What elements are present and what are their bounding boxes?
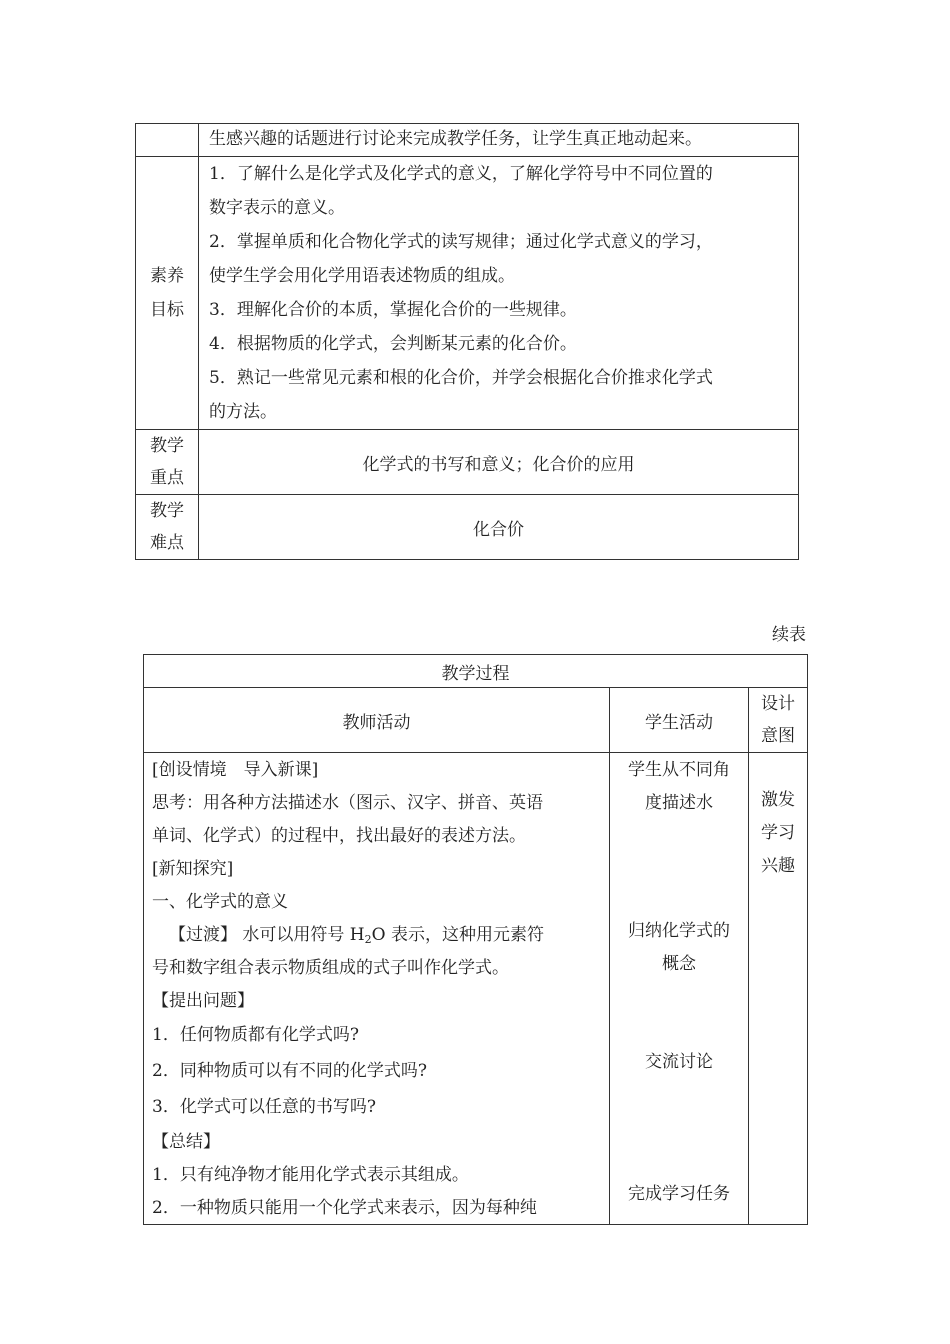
teacher-line: 【提出问题】 <box>152 991 254 1011</box>
student-line: 完成学习任务 <box>628 1184 730 1204</box>
teacher-line: 2．同种物质可以有不同的化学式吗? <box>152 1061 427 1081</box>
goals-label-line1: 素养 <box>150 266 184 286</box>
goals-cell <box>199 157 799 430</box>
student-line: 归纳化学式的 <box>628 921 730 941</box>
difficulty-cell <box>199 495 799 560</box>
student-group-4 <box>610 1177 748 1211</box>
teacher-header-cell <box>144 688 610 753</box>
difficulty-label-line2: 难点 <box>150 533 184 553</box>
student-line: 交流讨论 <box>645 1052 713 1072</box>
subscript-2: 2 <box>364 933 372 946</box>
student-header-cell <box>610 688 749 753</box>
difficulty-label-line1: 教学 <box>150 501 184 521</box>
student-line: 学生从不同角 <box>628 760 730 780</box>
intro-text: 生感兴趣的话题进行讨论来完成教学任务，让学生真正地动起来。 <box>209 129 702 149</box>
key-points-label-line2: 重点 <box>150 468 184 488</box>
key-points-label-cell <box>136 430 199 495</box>
key-points-label-line1: 教学 <box>150 436 184 456</box>
teacher-line: 1．任何物质都有化学式吗? <box>152 1025 359 1045</box>
goals-line: 5．熟记一些常见元素和根的化合价，并学会根据化合价推求化学式 <box>209 368 713 388</box>
teacher-line: 单词、化学式）的过程中，找出最好的表述方法。 <box>152 826 526 846</box>
lesson-info-table <box>135 123 799 560</box>
goals-line: 的方法。 <box>209 402 277 422</box>
key-points-cell <box>199 430 799 495</box>
teacher-line: [新知探究] <box>152 859 234 879</box>
goals-line: 4．根据物质的化学式，会判断某元素的化合价。 <box>209 334 577 354</box>
goals-line: 2．掌握单质和化合物化学式的读写规律；通过化学式意义的学习， <box>209 232 713 252</box>
design-header-cell <box>749 688 808 753</box>
student-group-1 <box>610 753 748 819</box>
teacher-line-transition <box>152 918 609 951</box>
student-header: 学生活动 <box>645 712 713 733</box>
goals-label-line2: 目标 <box>150 300 184 320</box>
goals-line: 1．了解什么是化学式及化学式的意义，了解化学符号中不同位置的 <box>209 164 713 184</box>
teacher-header: 教师活动 <box>342 712 411 733</box>
process-title: 教学过程 <box>441 663 510 684</box>
continued-label: 续表 <box>772 625 806 645</box>
difficulty-text: 化合价 <box>473 519 524 540</box>
teacher-line: 3．化学式可以任意的书写吗? <box>152 1097 376 1117</box>
empty-label-cell <box>136 124 199 157</box>
teacher-line: 思考：用各种方法描述水（图示、汉字、拼音、英语 <box>152 793 543 813</box>
teacher-line: 2．一种物质只能用一个化学式来表示，因为每种纯 <box>152 1198 537 1218</box>
key-points-text: 化学式的书写和意义；化合价的应用 <box>362 454 635 475</box>
teacher-line: 号和数字组合表示物质组成的式子叫作化学式。 <box>152 958 509 978</box>
student-group-2 <box>610 914 748 980</box>
design-intent-cell <box>749 753 808 1225</box>
teacher-activity-cell <box>144 753 610 1225</box>
transition-text-b: O 表示，这种用元素符 <box>371 925 544 945</box>
difficulty-label-cell <box>136 495 199 560</box>
process-title-cell <box>144 655 808 688</box>
design-line: 学习 <box>761 823 795 843</box>
teacher-line: [创设情境 导入新课] <box>152 760 319 780</box>
student-group-3 <box>610 1045 748 1079</box>
intro-cell <box>199 124 799 157</box>
teacher-line: 一、化学式的意义 <box>152 892 288 912</box>
teaching-process-table <box>143 654 808 1225</box>
design-header-line2: 意图 <box>761 726 795 746</box>
transition-text-a: 【过渡】 水可以用符号 H <box>169 925 365 945</box>
teacher-line: 【总结】 <box>152 1132 220 1152</box>
goals-label-cell <box>136 157 199 430</box>
student-activity-cell <box>610 753 749 1225</box>
design-line: 兴趣 <box>761 856 795 876</box>
goals-line: 使学生学会用化学用语表述物质的组成。 <box>209 266 515 286</box>
goals-line: 3．理解化合价的本质，掌握化合价的一些规律。 <box>209 300 577 320</box>
design-header-line1: 设计 <box>761 694 795 714</box>
teacher-line: 1．只有纯净物才能用化学式表示其组成。 <box>152 1165 469 1185</box>
student-line: 概念 <box>662 954 696 974</box>
design-line: 激发 <box>761 790 795 810</box>
goals-line: 数字表示的意义。 <box>209 198 345 218</box>
student-line: 度描述水 <box>645 793 713 813</box>
